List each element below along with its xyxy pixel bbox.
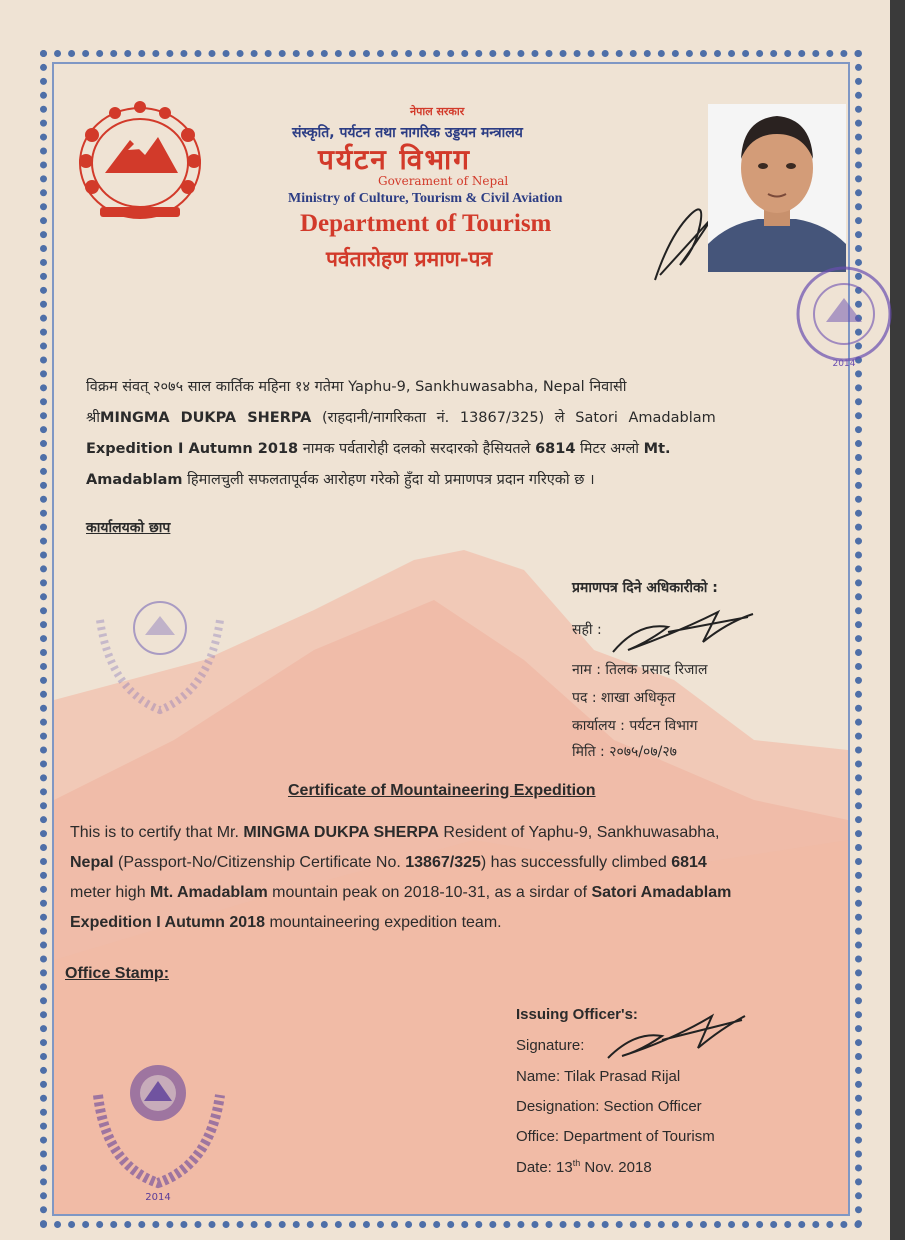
nepal-emblem-icon: [70, 95, 210, 230]
ministry-en: Ministry of Culture, Tourism & Civil Aviation: [288, 191, 563, 206]
en-line-2: Nepal (Passport-No/Citizenship Certificate No. 13867/325) has successfully climbed 6814: [70, 854, 707, 871]
portrait-icon: [708, 104, 846, 272]
np-signature-label: सही :: [572, 622, 602, 638]
en-line-3: meter high Mt. Amadablam mountain peak on 2018-10-31, as a sirdar of Satori Amadablam: [70, 884, 732, 901]
en-line-4: Expedition I Autumn 2018 mountaineering expedition team.: [70, 914, 502, 931]
en-date-line: Date: 13th Nov. 2018: [516, 1158, 652, 1176]
en-office-stamp-icon: [88, 1055, 238, 1205]
np-signature-icon: [608, 602, 758, 662]
en-signature-label: Signature:: [516, 1037, 585, 1054]
np-office-stamp-label: कार्यालयको छाप: [86, 520, 171, 536]
en-holder-name: MINGMA DUKPA SHERPA: [243, 824, 439, 841]
svg-text:2014: 2014: [145, 1192, 171, 1203]
english-paragraph: [70, 818, 830, 938]
en-line-1: This is to certify that Mr. MINGMA DUKPA SHERPA Resident of Yaphu-9, Sankhuwasabha,: [70, 824, 720, 841]
nepali-paragraph: [86, 372, 821, 496]
en-office-line: Office: Department of Tourism: [516, 1128, 715, 1145]
np-office-stamp-icon: [90, 590, 230, 730]
en-designation-line: Designation: Section Officer: [516, 1098, 702, 1115]
department-np: पर्यटन विभाग: [318, 143, 472, 176]
holder-photo: [708, 104, 846, 272]
govt-np: नेपाल सरकार: [410, 105, 465, 118]
en-issuing-officer-heading: Issuing Officer's:: [516, 1006, 638, 1023]
np-line-1: विक्रम संवत् २०७५ साल कार्तिक महिना १४ गतेमा Yaphu-9, Sankhuwasabha, Nepal निवासी: [86, 379, 627, 395]
department-en: Department of Tourism: [300, 210, 552, 237]
np-post-line: पद : शाखा अधिकृत: [572, 690, 676, 706]
np-office-line: कार्यालय : पर्यटन विभाग: [572, 718, 698, 734]
np-officer-heading: प्रमाणपत्र दिने अधिकारीको :: [572, 580, 718, 596]
np-holder-name: MINGMA DUKPA SHERPA: [100, 410, 312, 426]
govt-en: Goverament of Nepal: [378, 174, 509, 188]
np-name-line: नाम : तिलक प्रसाद रिजाल: [572, 662, 708, 678]
np-line-4: Amadablam हिमालचुली सफलतापूर्वक आरोहण गरेको हुँदा यो प्रमाणपत्र प्रदान गरिएको छ ।: [86, 472, 595, 488]
en-name-line: Name: Tilak Prasad Rijal: [516, 1068, 681, 1085]
certificate-title-np: पर्वतारोहण प्रमाण-पत्र: [326, 247, 493, 271]
english-certificate-title: Certificate of Mountaineering Expedition: [288, 782, 596, 799]
en-office-stamp-label: Office Stamp:: [65, 965, 170, 982]
en-signature-icon: [600, 1006, 750, 1066]
np-line-3: Expedition I Autumn 2018 नामक पर्वतारोही दलको सरदारको हैसियतले 6814 मिटर अग्लो Mt.: [86, 441, 671, 457]
svg-text:2014: 2014: [832, 359, 856, 369]
top-right-stamp-icon: [792, 262, 896, 372]
np-date-line: मिति : २०७५/०७/२७: [572, 744, 677, 760]
np-line-2: श्रीMINGMA DUKPA SHERPA (राहदानी/नागरिकता नं. 13867/325) ले Satori Amadablam: [86, 410, 716, 426]
ministry-np: संस्कृति, पर्यटन तथा नागरिक उड्डयन मन्त्रालय: [292, 125, 523, 141]
